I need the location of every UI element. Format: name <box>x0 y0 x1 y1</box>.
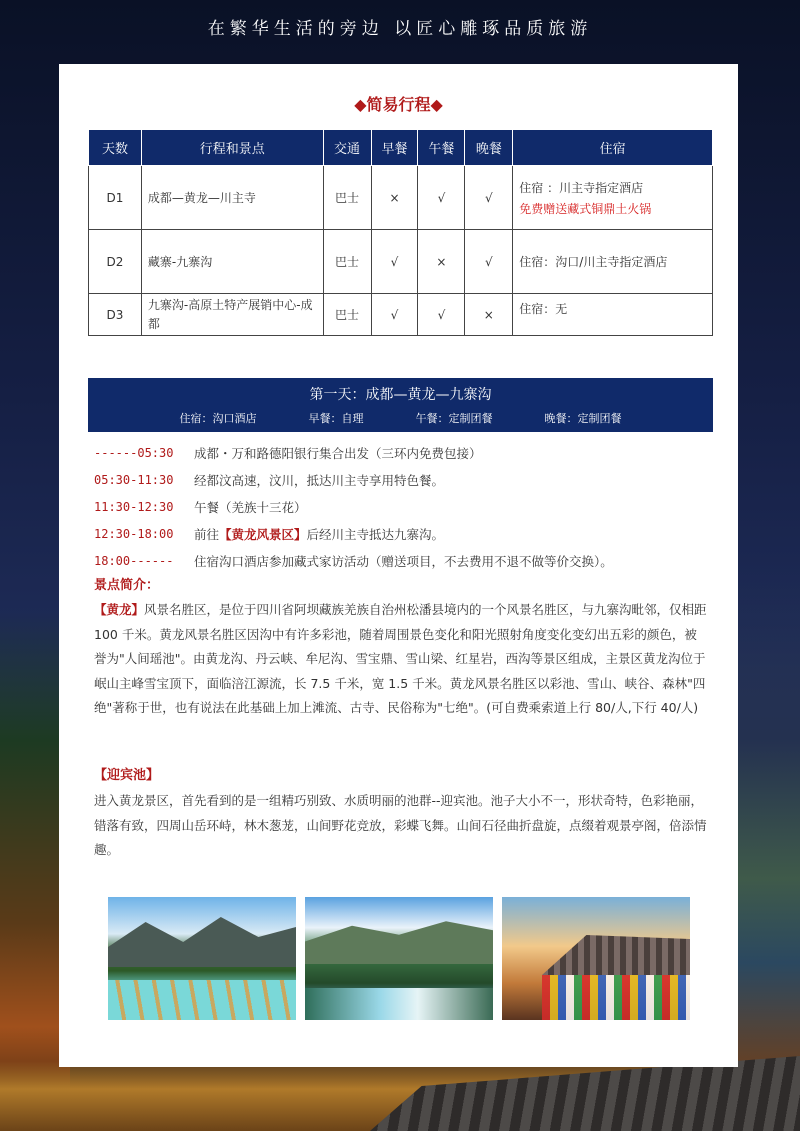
itinerary-table <box>88 129 713 336</box>
cell-lodging <box>513 166 713 230</box>
table-header-row <box>89 130 713 166</box>
schedule-row <box>94 547 714 574</box>
yingbin-tag: 【迎宾池】 <box>94 768 160 783</box>
lodging-gift-note: 免费赠送藏式铜鼎土火锅 <box>519 201 652 216</box>
schedule-row <box>94 520 714 547</box>
schedule-desc-post: 后经川主寺抵达九寨沟。 <box>306 526 445 542</box>
cell-lodging: 住宿：无 <box>513 294 713 336</box>
cell-route: 成都—黄龙—川主寺 <box>141 166 323 230</box>
header-dinner: 晚餐 <box>465 130 513 166</box>
header-lunch: 午餐 <box>418 130 465 166</box>
day1-title: 第一天：成都—黄龙—九寨沟 <box>309 387 492 403</box>
cell-lunch: × <box>418 230 465 294</box>
schedule-row <box>94 493 714 520</box>
section-title: ◆简易行程◆ <box>354 95 443 114</box>
lodging-text: 住宿 ：川主寺指定酒店 <box>519 180 644 195</box>
table-row <box>89 294 713 336</box>
intro-label: 景点简介： <box>94 578 160 593</box>
day1-meta <box>88 410 713 426</box>
schedule-time: 05:30-11:30 <box>94 472 174 487</box>
cell-lunch: √ <box>418 166 465 230</box>
cell-transport: 巴士 <box>323 166 371 230</box>
day1-schedule <box>94 439 714 574</box>
schedule-time: 12:30-18:00 <box>94 526 174 541</box>
header-transport: 交通 <box>323 130 371 166</box>
header-route: 行程和景点 <box>141 130 323 166</box>
cell-dinner: √ <box>465 230 513 294</box>
schedule-desc: 成都・万和路德阳银行集合出发（三环内免费包接） <box>194 445 482 461</box>
schedule-desc: 午餐（羌族十三花） <box>194 499 307 515</box>
cell-breakfast: √ <box>371 294 418 336</box>
itinerary-card <box>59 64 738 1067</box>
cell-transport: 巴士 <box>323 230 371 294</box>
day1-dinner: 晚餐：定制团餐 <box>544 412 622 425</box>
table-row <box>89 230 713 294</box>
huanglong-text: 风景名胜区，是位于四川省阿坝藏族羌族自治州松潘县境内的一个风景名胜区，与九寨沟毗邻，仅相距 100 千米。黄龙风景名胜区因沟中有许多彩池，随着周围景色变化和阳光照射角度变化变幻出五彩的颜色，被誉为"人间瑶池"。由黄龙沟、丹云峡、牟尼沟、雪宝鼎、雪山梁、红星岩，西沟等景区组成，主景区黄龙沟位于岷山主峰雪宝顶下，面临涪江源流，长 7.5 千米，宽 1.5 千米。黄龙风景名胜区以彩池、雪山、峡谷、森林"四绝"著称于世，也有说法在此基础上加上滩流、古寺、民俗称为"七绝"。(可自费乘索道上行 80/人,下行 40/人) <box>94 602 707 715</box>
day1-breakfast: 早餐：自理 <box>308 412 364 425</box>
huanglong-pools-photo <box>108 897 296 1020</box>
cell-breakfast: × <box>371 166 418 230</box>
cell-transport: 巴士 <box>323 294 371 336</box>
huanglong-tag: 【黄龙】 <box>94 602 145 617</box>
day1-lodging: 住宿：沟口酒店 <box>179 412 257 425</box>
cell-route: 藏寨-九寨沟 <box>141 230 323 294</box>
mountain-lake-photo <box>305 897 493 1020</box>
schedule-desc <box>194 525 714 543</box>
schedule-time: 11:30-12:30 <box>94 499 174 514</box>
cell-breakfast: √ <box>371 230 418 294</box>
schedule-desc: 住宿沟口酒店参加藏式家访活动（赠送项目，不去费用不退不做等价交换）。 <box>194 553 613 569</box>
schedule-desc: 经都汶高速，汶川，抵达川主寺享用特色餐。 <box>194 472 445 488</box>
header-day: 天数 <box>89 130 142 166</box>
cell-day: D2 <box>89 230 142 294</box>
cell-route: 九寨沟-高原土特产展销中心-成都 <box>141 294 323 336</box>
huanglong-paragraph <box>94 598 709 721</box>
day1-lunch: 午餐：定制团餐 <box>415 412 493 425</box>
schedule-desc-pre: 前往 <box>194 526 220 542</box>
schedule-time: 18:00------ <box>94 553 174 568</box>
day1-header <box>88 378 713 432</box>
schedule-time: ------05:30 <box>94 445 174 460</box>
slogan-banner: 在繁华生活的旁边 以匠心雕琢品质旅游 <box>207 19 593 39</box>
cell-day: D1 <box>89 166 142 230</box>
schedule-highlight: 【黄龙风景区】 <box>219 526 307 542</box>
forest-hillside-right <box>730 571 800 1131</box>
schedule-row <box>94 466 714 493</box>
header-lodging: 住宿 <box>513 130 713 166</box>
cell-dinner: √ <box>465 166 513 230</box>
cell-dinner: × <box>465 294 513 336</box>
yingbin-paragraph: 进入黄龙景区，首先看到的是一组精巧别致、水质明丽的池群--迎宾池。池子大小不一，形状奇特，色彩艳丽，错落有致，四周山岳环峙，林木葱茏，山间野花竞放，彩蝶飞舞。山间石径曲折盘旋，点缀着观景亭阁，倍添情趣。 <box>94 793 707 857</box>
tibetan-temple-photo <box>502 897 690 1020</box>
cell-lunch: √ <box>418 294 465 336</box>
table-row <box>89 166 713 230</box>
header-breakfast: 早餐 <box>371 130 418 166</box>
schedule-row <box>94 439 714 466</box>
cell-day: D3 <box>89 294 142 336</box>
cell-lodging: 住宿：沟口/川主寺指定酒店 <box>513 230 713 294</box>
